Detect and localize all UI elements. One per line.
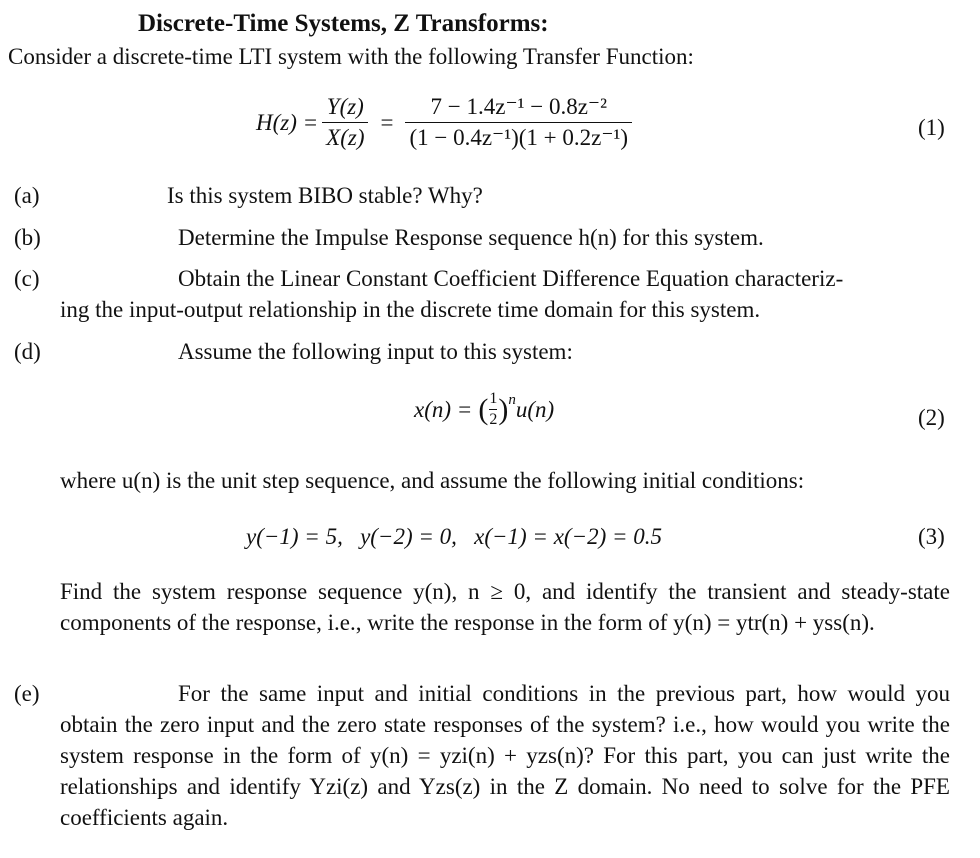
eq1-frac2-numerator: 7 − 1.4z⁻¹ − 0.8z⁻² <box>430 94 607 119</box>
equation-2: x(n) = ( 1 2 ) n u(n) <box>414 390 555 428</box>
eq1-fraction-2 <box>405 94 632 151</box>
part-c-label: (c) <box>14 266 40 291</box>
eq2-denominator: 2 <box>489 411 498 428</box>
part-d-where-line: where u(n) is the unit step sequence, and assume the following initial conditions: <box>60 468 805 493</box>
intro-text: Consider a discrete-time LTI system with the following Transfer Function: <box>8 44 694 69</box>
part-d-text: Assume the following input to this system: <box>178 339 573 364</box>
page-title: Discrete-Time Systems, Z Transforms: <box>138 10 549 37</box>
eq1-frac2-denominator: (1 − 0.4z⁻¹)(1 + 0.2z⁻¹) <box>409 125 629 150</box>
eq1-equals: = <box>380 109 394 135</box>
part-b-text: Determine the Impulse Response sequence h(n) for this system. <box>178 225 764 250</box>
eq2-number: (2) <box>918 405 945 430</box>
part-c-line2: ing the input-output relationship in the discrete time domain for this system. <box>60 297 761 322</box>
eq1-fraction-1 <box>322 94 368 151</box>
eq1-frac1-numerator: Y(z) <box>326 94 364 119</box>
eq1-lhs: H(z) = <box>256 109 319 135</box>
eq2-lhs: x(n) = <box>414 396 473 422</box>
part-c-line1: Obtain the Linear Constant Coefficient Difference Equation characteriz- <box>178 266 844 291</box>
eq2-numerator: 1 <box>489 390 498 407</box>
part-e-text: For the same input and initial conditions in the previous part, how would you obtain the zero input and the zero state responses of the system? i.e., how would you write the system response in the form of y(n) = yzi(n) + yzs(n)? For this part, you can just write the relationships and identify Yzi(z) and Yzs(z) in the Z domain. No need to solve for the PFE coefficients again. <box>60 681 950 830</box>
eq1-number: (1) <box>918 115 945 140</box>
eq2-fraction <box>489 390 497 429</box>
part-d-find-text: Find the system response sequence y(n), n ≥ 0, and identify the transient and steady-state components of the response, i.e., write the response in the form of y(n) = ytr(n) + yss(n). <box>60 579 950 635</box>
eq2-rhs: u(n) <box>515 396 555 422</box>
equation-3: y(−1) = 5, y(−2) = 0, x(−1) = x(−2) = 0.5 <box>246 524 663 549</box>
eq1-frac1-denominator: X(z) <box>326 125 365 150</box>
equation-1 <box>256 94 636 151</box>
part-a-label: (a) <box>14 183 40 208</box>
part-e-label: (e) <box>14 681 40 706</box>
eq2-exponent: n <box>508 392 516 408</box>
part-b-label: (b) <box>14 225 41 250</box>
eq3-number: (3) <box>918 524 945 549</box>
part-a-text: Is this system BIBO stable? Why? <box>167 183 483 208</box>
part-d-label: (d) <box>14 339 41 364</box>
